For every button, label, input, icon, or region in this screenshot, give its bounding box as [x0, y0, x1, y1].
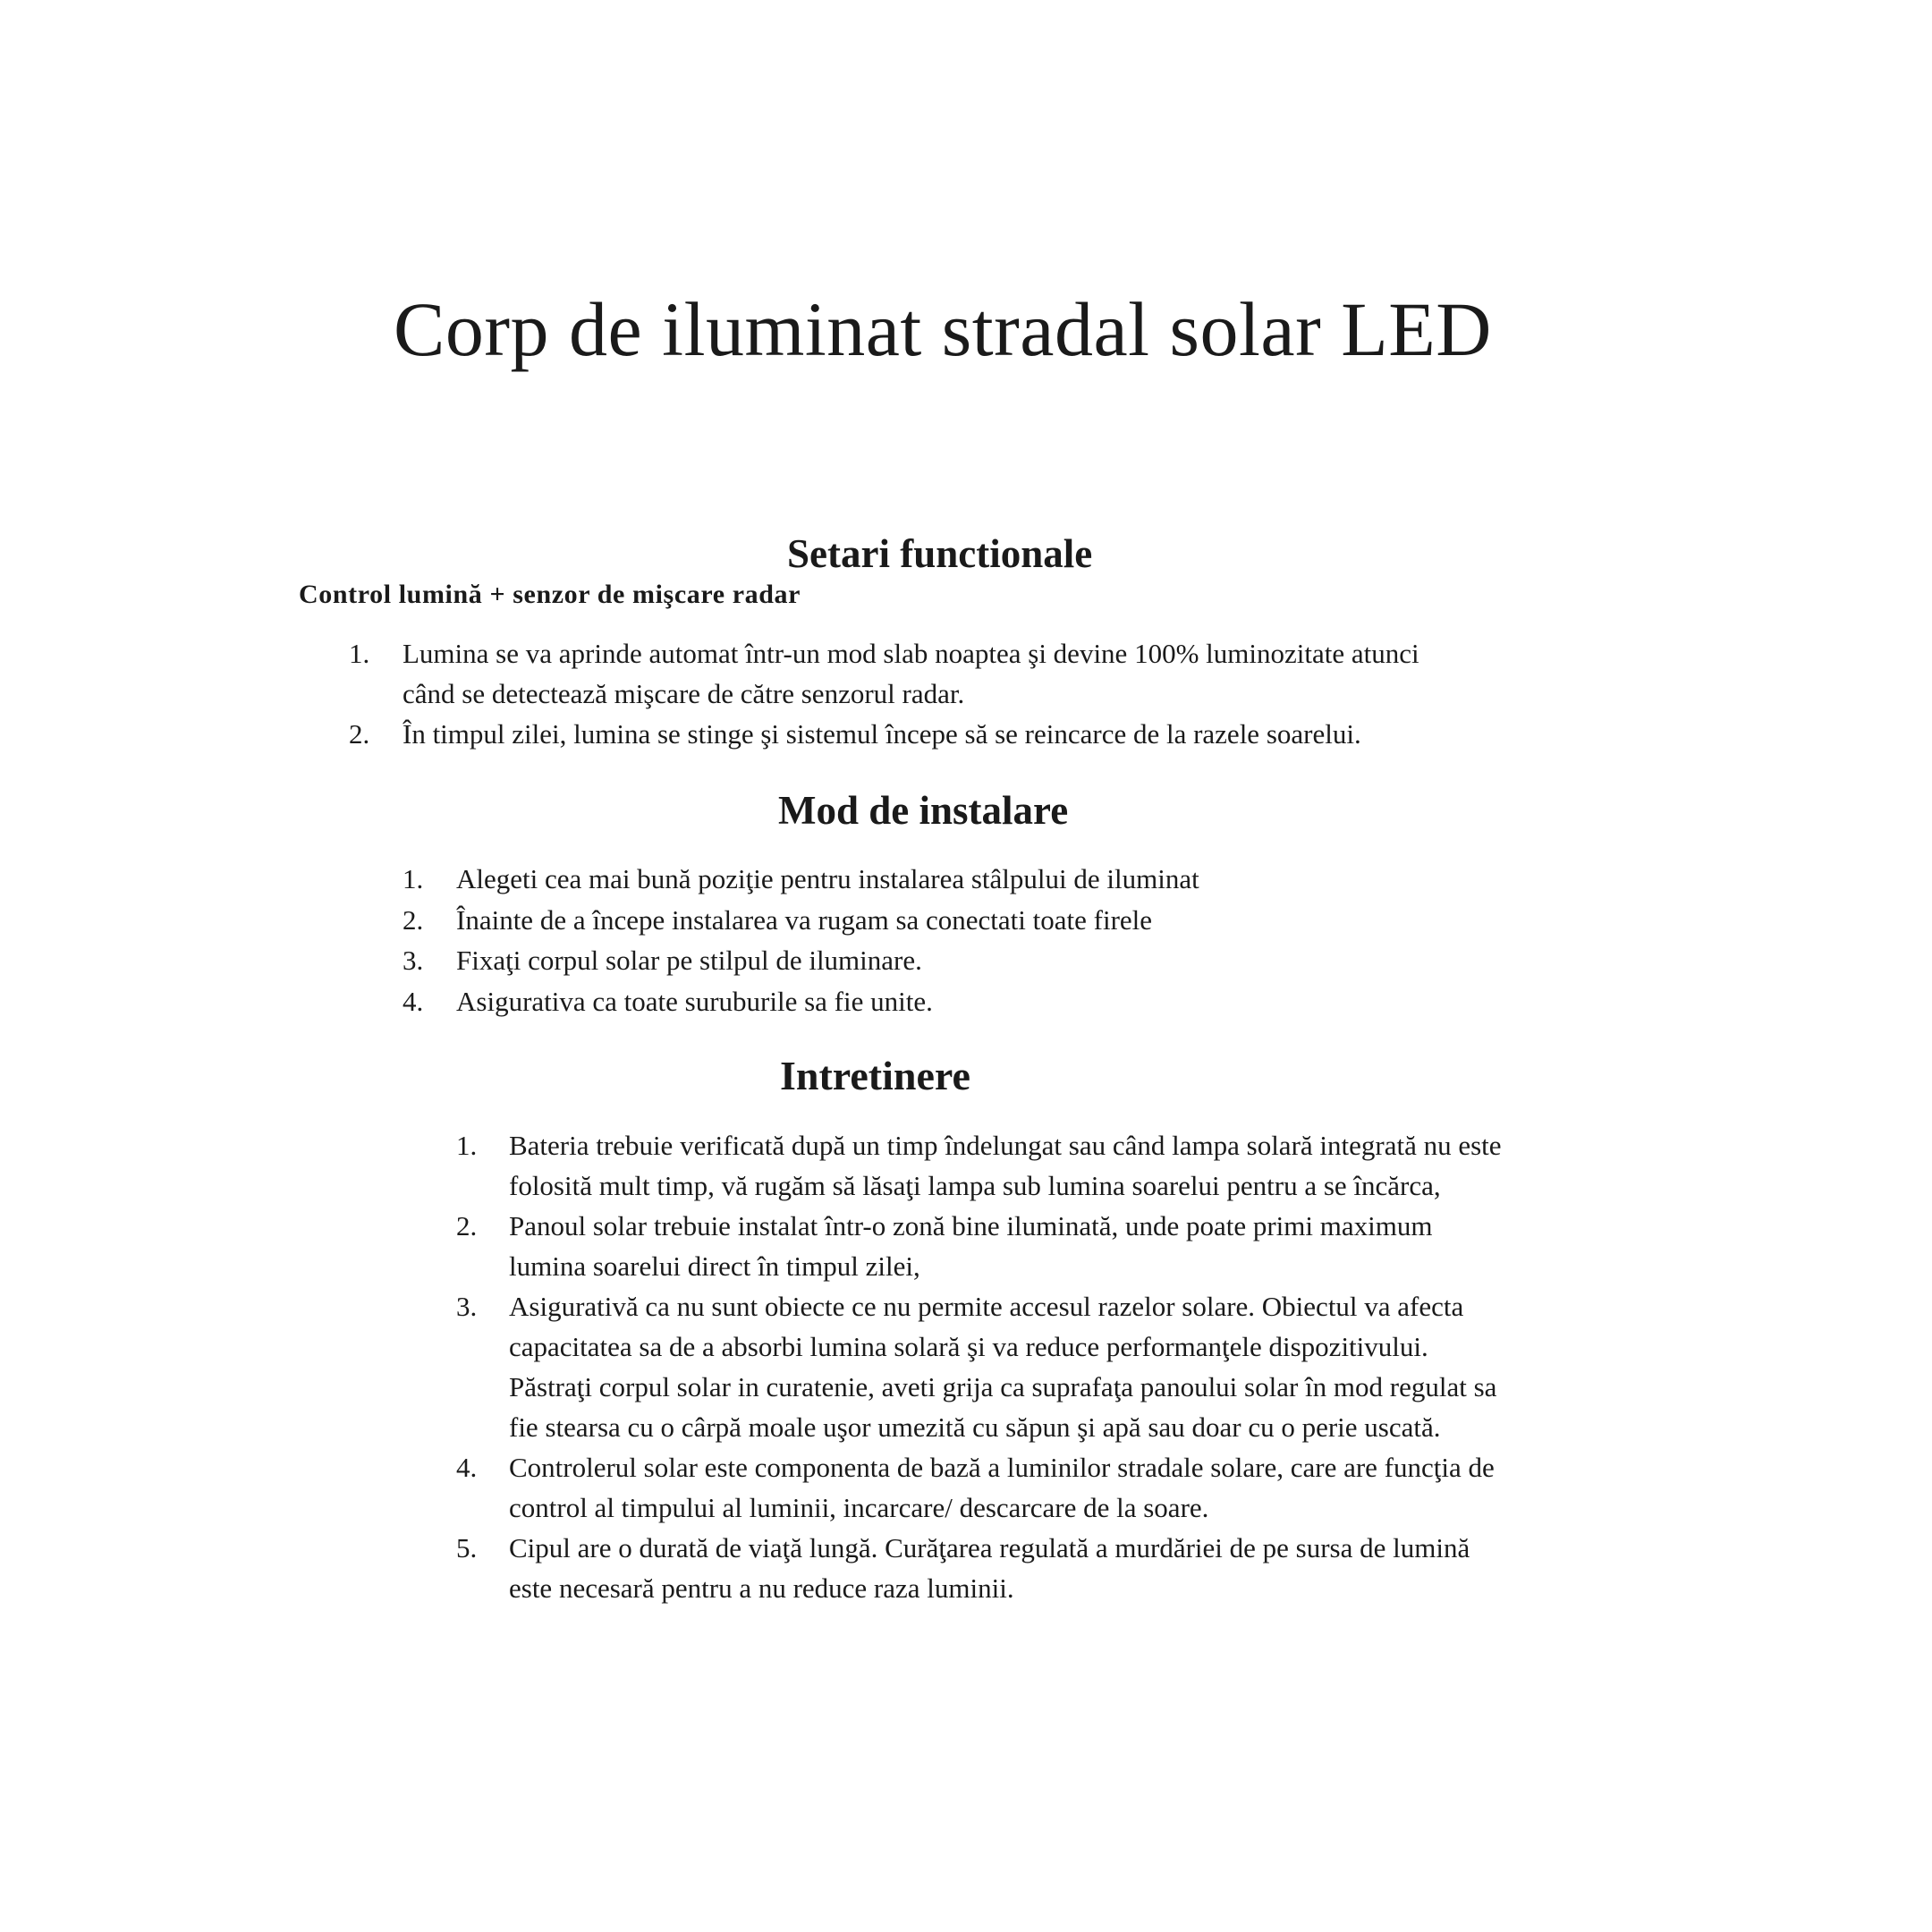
list-item — [402, 859, 1199, 900]
list-item — [456, 1447, 1502, 1528]
list-item-text-line: este necesară pentru a nu reduce raza luminii. — [509, 1572, 1014, 1604]
list-item-number: 4. — [402, 985, 424, 1017]
list-item-text-line: Alegeti cea mai bună poziţie pentru instalarea stâlpului de iluminat — [456, 863, 1199, 894]
document-title: Corp de iluminat stradal solar LED — [394, 286, 1492, 372]
list-item — [456, 1125, 1502, 1206]
list-item-text-line: Înainte de a începe instalarea va rugam sa conectati toate firele — [456, 903, 1153, 936]
list-item-text-line: folosită mult timp, vă rugăm să lăsaţi lampa sub lumina soarelui pentru a se încărca, — [509, 1170, 1441, 1201]
list-intretinere — [456, 1125, 1502, 1608]
list-item-text-line: lumina soarelui direct în timpul zilei, — [509, 1250, 920, 1282]
list-item-text-line: fie stearsa cu o cârpă moale uşor umezită cu săpun şi apă sau doar cu o perie uscată. — [509, 1411, 1441, 1443]
list-item-text-line: Asigurativa ca toate suruburile sa fie unite. — [456, 985, 933, 1017]
list-item-text-line: În timpul zilei, lumina se stinge şi sistemul începe să se reincarce de la razele soarelui. — [402, 718, 1361, 750]
list-item-text-line: control al timpului al luminii, incarcare/ descarcare de la soare. — [509, 1492, 1209, 1523]
list-item — [402, 981, 1199, 1022]
list-item-number: 4. — [456, 1452, 478, 1483]
list-item-number: 1. — [349, 638, 370, 669]
list-item — [349, 714, 1419, 754]
list-item-text-line: Lumina se va aprinde automat într-un mod slab noaptea şi devine 100% luminozitate atunci — [402, 638, 1419, 669]
list-item-text-line: Bateria trebuie verificată după un timp îndelungat sau când lampa solară integrată nu este — [509, 1130, 1502, 1161]
list-item-text-line: Fixaţi corpul solar pe stilpul de iluminare. — [456, 945, 922, 976]
list-item-number: 1. — [402, 863, 424, 894]
list-item-number: 5. — [456, 1532, 478, 1563]
section-heading-intretinere: Intretinere — [780, 1053, 970, 1098]
list-item — [402, 940, 1199, 981]
section-heading-setari-functionale: Setari functionale — [787, 531, 1093, 576]
list-item-text-line: Asigurativă ca nu sunt obiecte ce nu permite accesul razelor solare. Obiectul va afecta — [509, 1291, 1464, 1322]
list-item-number: 2. — [349, 718, 370, 750]
list-item — [456, 1206, 1502, 1286]
list-item-number: 3. — [402, 945, 424, 976]
list-item-text-line: Panoul solar trebuie instalat într-o zonă bine iluminată, unde poate primi maximum — [509, 1210, 1433, 1241]
list-item-number: 1. — [456, 1130, 478, 1161]
list-item — [349, 633, 1419, 714]
list-item-text-line: Păstraţi corpul solar in curatenie, aveti grija ca suprafaţa panoului solar în mod regulat sa — [509, 1371, 1497, 1402]
list-item — [456, 1286, 1502, 1447]
list-item-text-line: Cipul are o durată de viaţă lungă. Curăţarea regulată a murdăriei de pe sursa de lumină — [509, 1532, 1470, 1563]
list-item — [402, 900, 1199, 941]
list-item — [456, 1528, 1502, 1608]
list-item-number: 3. — [456, 1291, 478, 1322]
list-item-text-line: Controlerul solar este componenta de bază a luminilor stradale solare, care are funcţia de — [509, 1452, 1495, 1483]
list-mod-de-instalare — [402, 859, 1199, 1021]
list-item-text-line: când se detectează mişcare de către senzorul radar. — [402, 678, 965, 709]
section-heading-mod-de-instalare: Mod de instalare — [778, 788, 1069, 833]
list-setari-functionale — [349, 633, 1419, 754]
list-item-text-line: capacitatea sa de a absorbi lumina solară şi va reduce performanţele dispozitivului. — [509, 1331, 1428, 1362]
list-item-number: 2. — [456, 1210, 478, 1241]
list-item-number: 2. — [402, 903, 424, 936]
section-subtitle-control: Control lumină + senzor de mişcare radar — [299, 580, 801, 609]
